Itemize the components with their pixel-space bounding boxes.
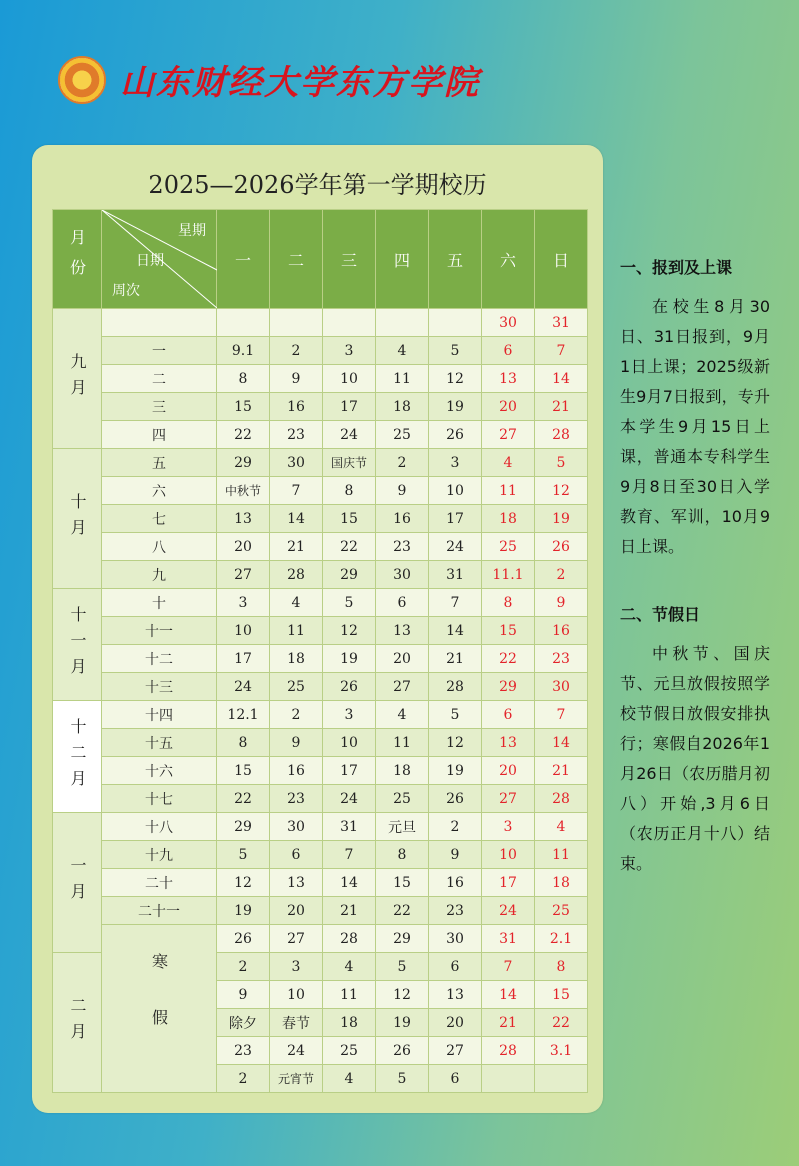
week-label: 周次 (112, 283, 140, 299)
date-cell: 31 (535, 309, 588, 337)
week-cell: 十七 (102, 785, 217, 813)
date-cell: 22 (323, 533, 376, 561)
calendar-row (53, 617, 588, 645)
date-cell: 25 (376, 421, 429, 449)
calendar-row (53, 337, 588, 365)
date-cell: 中秋节 (217, 477, 270, 505)
date-cell: 17 (217, 645, 270, 673)
date-cell (535, 1065, 588, 1093)
date-cell: 15 (323, 505, 376, 533)
date-cell: 13 (376, 617, 429, 645)
date-cell: 9 (376, 477, 429, 505)
calendar-row (53, 897, 588, 925)
month-cell: 二月 (53, 953, 102, 1093)
day-header: 五 (429, 210, 482, 309)
date-cell: 25 (323, 1037, 376, 1065)
date-cell: 19 (376, 1009, 429, 1037)
calendar-row (53, 785, 588, 813)
date-cell: 7 (482, 953, 535, 981)
date-cell: 16 (535, 617, 588, 645)
date-cell: 20 (482, 393, 535, 421)
date-cell: 17 (323, 393, 376, 421)
date-cell: 5 (429, 337, 482, 365)
date-cell: 31 (323, 813, 376, 841)
week-cell (102, 309, 217, 337)
school-logo-icon (58, 56, 106, 104)
date-cell: 27 (429, 1037, 482, 1065)
date-cell: 13 (217, 505, 270, 533)
date-cell: 6 (482, 337, 535, 365)
date-cell: 30 (270, 813, 323, 841)
date-cell: 5 (376, 1065, 429, 1093)
date-cell: 28 (482, 1037, 535, 1065)
date-cell: 11 (376, 365, 429, 393)
calendar-row (53, 869, 588, 897)
date-cell: 10 (323, 365, 376, 393)
date-cell: 19 (535, 505, 588, 533)
date-cell: 8 (376, 841, 429, 869)
week-cell: 十三 (102, 673, 217, 701)
date-cell: 16 (429, 869, 482, 897)
date-cell: 14 (535, 729, 588, 757)
date-cell: 6 (429, 953, 482, 981)
date-cell (217, 309, 270, 337)
day-header: 三 (323, 210, 376, 309)
calendar-row (53, 561, 588, 589)
week-cell: 七 (102, 505, 217, 533)
date-cell: 15 (482, 617, 535, 645)
date-cell: 3 (323, 337, 376, 365)
date-cell: 10 (429, 477, 482, 505)
week-cell: 四 (102, 421, 217, 449)
date-cell: 23 (270, 785, 323, 813)
date-cell: 25 (482, 533, 535, 561)
week-cell: 十六 (102, 757, 217, 785)
section-text: 在校生8月30日、31日报到，9月1日上课；2025级新生9月7日报到，专升本学生9月15日上课，普通本专科学生9月8日至30日入学教育、军训，10月9日上课。 (620, 297, 770, 556)
date-cell: 12 (376, 981, 429, 1009)
date-cell (323, 309, 376, 337)
date-cell: 28 (535, 421, 588, 449)
calendar-row (53, 365, 588, 393)
date-cell: 26 (376, 1037, 429, 1065)
section-title: 二、节假日 (620, 605, 701, 624)
date-cell: 23 (217, 1037, 270, 1065)
date-cell: 25 (376, 785, 429, 813)
date-cell: 7 (323, 841, 376, 869)
date-cell: 11 (482, 477, 535, 505)
calendar-card (32, 145, 603, 1113)
vacation-cell: 寒假 (102, 925, 217, 1093)
date-cell: 3 (217, 589, 270, 617)
date-cell: 21 (323, 897, 376, 925)
date-cell: 30 (482, 309, 535, 337)
date-cell: 10 (217, 617, 270, 645)
calendar-row (53, 925, 588, 953)
calendar-row (53, 673, 588, 701)
date-cell: 13 (482, 365, 535, 393)
week-cell: 二 (102, 365, 217, 393)
date-cell: 5 (323, 589, 376, 617)
date-cell: 29 (482, 673, 535, 701)
section-title: 一、报到及上课 (620, 258, 733, 277)
date-cell: 26 (429, 785, 482, 813)
date-cell: 4 (270, 589, 323, 617)
date-cell (482, 1065, 535, 1093)
date-cell: 7 (270, 477, 323, 505)
date-cell: 2 (217, 953, 270, 981)
date-label: 日期 (136, 253, 164, 269)
date-cell: 2 (376, 449, 429, 477)
date-cell: 30 (429, 925, 482, 953)
date-cell: 19 (323, 645, 376, 673)
date-cell: 16 (376, 505, 429, 533)
school-name: 山东财经大学东方学院 (120, 63, 480, 103)
notes-panel (620, 255, 770, 879)
date-cell: 22 (482, 645, 535, 673)
week-cell: 三 (102, 393, 217, 421)
date-cell: 10 (270, 981, 323, 1009)
date-cell: 元旦 (376, 813, 429, 841)
date-cell: 国庆节 (323, 449, 376, 477)
date-cell: 11 (270, 617, 323, 645)
week-cell: 十 (102, 589, 217, 617)
date-cell: 29 (217, 449, 270, 477)
weekday-label: 星期 (178, 223, 206, 239)
week-cell: 十四 (102, 701, 217, 729)
date-cell: 25 (535, 897, 588, 925)
calendar-row (53, 505, 588, 533)
date-cell: 3 (482, 813, 535, 841)
date-cell: 4 (482, 449, 535, 477)
calendar-row (53, 729, 588, 757)
date-cell: 18 (482, 505, 535, 533)
date-cell: 25 (270, 673, 323, 701)
month-cell: 九月 (53, 309, 102, 449)
date-cell: 21 (482, 1009, 535, 1037)
date-cell: 22 (535, 1009, 588, 1037)
week-cell: 六 (102, 477, 217, 505)
date-cell: 18 (270, 645, 323, 673)
calendar-row (53, 589, 588, 617)
date-cell: 3.1 (535, 1037, 588, 1065)
week-cell: 二十一 (102, 897, 217, 925)
date-cell: 29 (323, 561, 376, 589)
date-cell: 5 (217, 841, 270, 869)
date-cell: 4 (535, 813, 588, 841)
calendar-table (52, 209, 588, 1093)
date-cell: 22 (376, 897, 429, 925)
date-cell: 11.1 (482, 561, 535, 589)
date-cell: 4 (323, 1065, 376, 1093)
week-cell: 八 (102, 533, 217, 561)
date-cell: 16 (270, 393, 323, 421)
date-cell: 30 (535, 673, 588, 701)
date-cell: 14 (323, 869, 376, 897)
diagonal-header (102, 210, 217, 309)
date-cell: 24 (429, 533, 482, 561)
date-cell: 17 (429, 505, 482, 533)
date-cell: 26 (429, 421, 482, 449)
day-header: 二 (270, 210, 323, 309)
date-cell: 23 (270, 421, 323, 449)
date-cell: 23 (429, 897, 482, 925)
date-cell: 21 (429, 645, 482, 673)
school-header (58, 55, 480, 104)
date-cell: 20 (217, 533, 270, 561)
date-cell: 6 (482, 701, 535, 729)
date-cell: 20 (482, 757, 535, 785)
month-cell: 十一月 (53, 589, 102, 701)
day-header: 六 (482, 210, 535, 309)
date-cell: 24 (217, 673, 270, 701)
date-cell: 15 (376, 869, 429, 897)
week-cell: 十五 (102, 729, 217, 757)
date-cell (376, 309, 429, 337)
date-cell: 21 (535, 393, 588, 421)
date-cell: 28 (270, 561, 323, 589)
date-cell: 15 (217, 393, 270, 421)
date-cell: 14 (535, 365, 588, 393)
date-cell: 元宵节 (270, 1065, 323, 1093)
date-cell: 17 (323, 757, 376, 785)
date-cell: 18 (376, 393, 429, 421)
date-cell: 19 (429, 757, 482, 785)
date-cell: 3 (270, 953, 323, 981)
calendar-row (53, 533, 588, 561)
date-cell: 12 (535, 477, 588, 505)
date-cell: 21 (270, 533, 323, 561)
date-cell: 29 (376, 925, 429, 953)
date-cell: 9 (217, 981, 270, 1009)
calendar-row (53, 645, 588, 673)
month-header: 月份 (53, 210, 102, 309)
date-cell: 5 (429, 701, 482, 729)
date-cell: 7 (535, 701, 588, 729)
date-cell: 4 (323, 953, 376, 981)
calendar-row (53, 477, 588, 505)
date-cell: 27 (482, 785, 535, 813)
date-cell: 12 (429, 729, 482, 757)
date-cell: 7 (535, 337, 588, 365)
date-cell: 8 (217, 729, 270, 757)
week-cell: 十九 (102, 841, 217, 869)
date-cell: 14 (482, 981, 535, 1009)
date-cell: 26 (217, 925, 270, 953)
date-cell: 2.1 (535, 925, 588, 953)
date-cell: 21 (535, 757, 588, 785)
week-cell: 十八 (102, 813, 217, 841)
date-cell: 14 (429, 617, 482, 645)
calendar-title: 2025—2026学年第一学期校历 (148, 171, 487, 199)
date-cell: 11 (535, 841, 588, 869)
date-cell: 24 (323, 785, 376, 813)
date-cell: 13 (482, 729, 535, 757)
date-cell: 31 (482, 925, 535, 953)
date-cell: 24 (270, 1037, 323, 1065)
calendar-row (53, 421, 588, 449)
date-cell: 26 (323, 673, 376, 701)
calendar-row (53, 449, 588, 477)
date-cell: 11 (323, 981, 376, 1009)
date-cell: 18 (376, 757, 429, 785)
date-cell: 29 (217, 813, 270, 841)
date-cell: 24 (323, 421, 376, 449)
date-cell: 6 (429, 1065, 482, 1093)
date-cell: 30 (376, 561, 429, 589)
date-cell: 春节 (270, 1009, 323, 1037)
date-cell: 7 (429, 589, 482, 617)
date-cell: 2 (217, 1065, 270, 1093)
calendar-row (53, 757, 588, 785)
date-cell: 4 (376, 701, 429, 729)
date-cell: 18 (323, 1009, 376, 1037)
date-cell: 2 (270, 701, 323, 729)
week-cell: 一 (102, 337, 217, 365)
date-cell: 27 (482, 421, 535, 449)
week-cell: 十一 (102, 617, 217, 645)
date-cell: 28 (535, 785, 588, 813)
date-cell: 24 (482, 897, 535, 925)
date-cell: 6 (270, 841, 323, 869)
date-cell: 22 (217, 785, 270, 813)
date-cell: 15 (535, 981, 588, 1009)
date-cell: 12.1 (217, 701, 270, 729)
calendar-row (53, 813, 588, 841)
day-header: 一 (217, 210, 270, 309)
date-cell: 5 (535, 449, 588, 477)
date-cell: 17 (482, 869, 535, 897)
date-cell: 13 (270, 869, 323, 897)
week-cell: 十二 (102, 645, 217, 673)
date-cell: 2 (270, 337, 323, 365)
date-cell: 2 (535, 561, 588, 589)
month-cell: 十月 (53, 449, 102, 589)
date-cell: 15 (217, 757, 270, 785)
date-cell: 12 (217, 869, 270, 897)
date-cell: 19 (429, 393, 482, 421)
calendar-row (53, 309, 588, 337)
calendar-row (53, 701, 588, 729)
date-cell: 18 (535, 869, 588, 897)
date-cell: 9 (535, 589, 588, 617)
date-cell: 8 (323, 477, 376, 505)
date-cell: 8 (217, 365, 270, 393)
date-cell: 23 (376, 533, 429, 561)
date-cell: 3 (323, 701, 376, 729)
date-cell: 26 (535, 533, 588, 561)
date-cell: 19 (217, 897, 270, 925)
month-cell: 十二月 (53, 701, 102, 813)
date-cell: 10 (482, 841, 535, 869)
section-text: 中秋节、国庆节、元旦放假按照学校节假日放假安排执行；寒假自2026年1月26日（农历腊月初八）开始,3月6日（农历正月十八）结束。 (620, 644, 770, 873)
date-cell: 8 (535, 953, 588, 981)
date-cell: 27 (376, 673, 429, 701)
date-cell: 13 (429, 981, 482, 1009)
week-cell: 二十 (102, 869, 217, 897)
date-cell: 8 (482, 589, 535, 617)
date-cell: 11 (376, 729, 429, 757)
date-cell: 20 (270, 897, 323, 925)
date-cell: 20 (429, 1009, 482, 1037)
date-cell: 9 (270, 365, 323, 393)
day-header: 四 (376, 210, 429, 309)
date-cell: 28 (429, 673, 482, 701)
day-header: 日 (535, 210, 588, 309)
date-cell: 12 (323, 617, 376, 645)
month-cell: 一月 (53, 813, 102, 953)
calendar-row (53, 841, 588, 869)
date-cell: 14 (270, 505, 323, 533)
date-cell: 9 (429, 841, 482, 869)
date-cell: 10 (323, 729, 376, 757)
date-cell: 16 (270, 757, 323, 785)
date-cell: 4 (376, 337, 429, 365)
date-cell: 9 (270, 729, 323, 757)
week-cell: 五 (102, 449, 217, 477)
date-cell: 31 (429, 561, 482, 589)
date-cell: 6 (376, 589, 429, 617)
date-cell: 5 (376, 953, 429, 981)
date-cell: 30 (270, 449, 323, 477)
date-cell: 23 (535, 645, 588, 673)
date-cell: 27 (270, 925, 323, 953)
date-cell: 28 (323, 925, 376, 953)
date-cell: 除夕 (217, 1009, 270, 1037)
date-cell (270, 309, 323, 337)
date-cell: 22 (217, 421, 270, 449)
date-cell: 2 (429, 813, 482, 841)
date-cell: 3 (429, 449, 482, 477)
date-cell (429, 309, 482, 337)
calendar-row (53, 393, 588, 421)
date-cell: 9.1 (217, 337, 270, 365)
week-cell: 九 (102, 561, 217, 589)
date-cell: 27 (217, 561, 270, 589)
date-cell: 12 (429, 365, 482, 393)
date-cell: 20 (376, 645, 429, 673)
